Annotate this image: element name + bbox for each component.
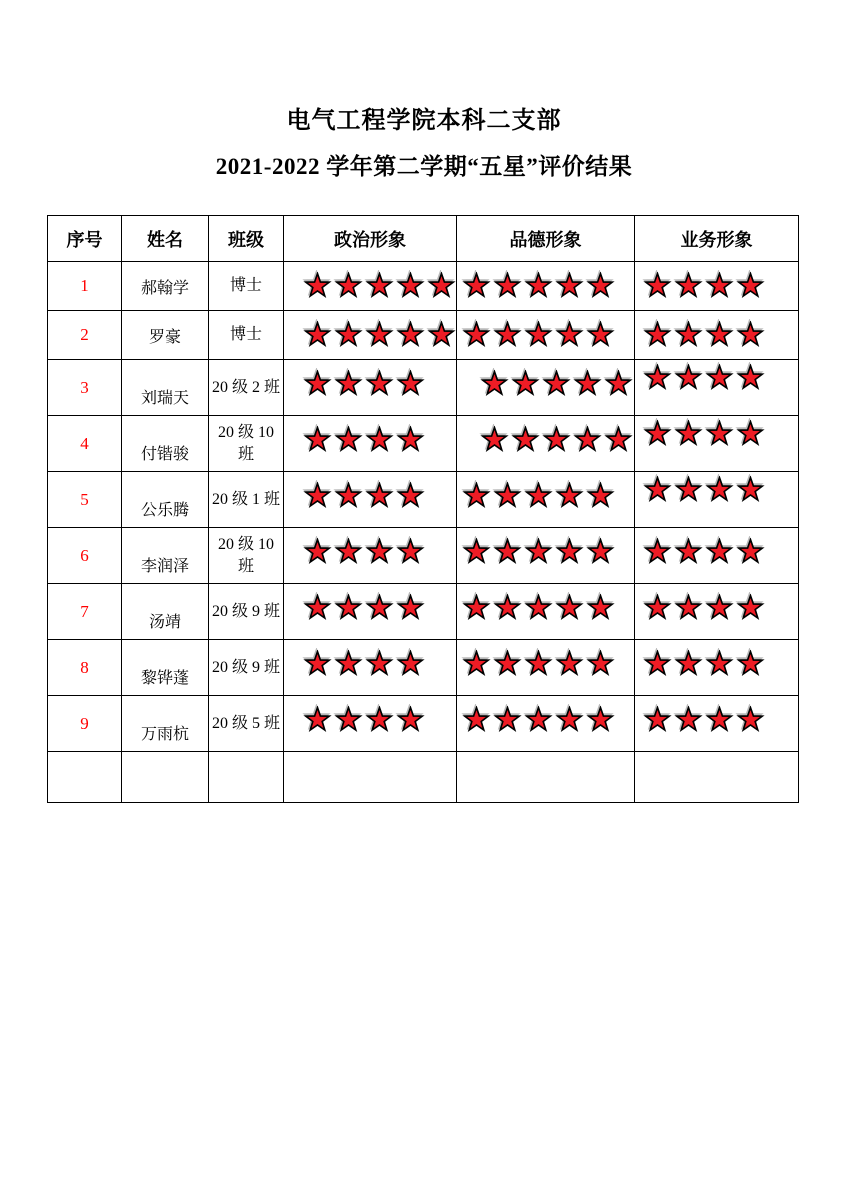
- star-icon: [303, 594, 332, 622]
- star-icon: [365, 650, 394, 678]
- star-icon: [365, 482, 394, 510]
- moral-stars-cell: [457, 584, 635, 640]
- star-icon: [462, 321, 491, 349]
- star-icon: [303, 272, 332, 300]
- star-icon: [524, 272, 553, 300]
- star-icon: [334, 370, 363, 398]
- table-row: [48, 472, 799, 528]
- name-cell: 刘瑞天: [122, 360, 209, 416]
- business-stars-cell: [635, 416, 799, 472]
- table-row: [48, 696, 799, 752]
- title-block: [0, 0, 848, 181]
- class-cell: [209, 752, 284, 803]
- star-icon: [586, 706, 615, 734]
- star-icon: [643, 538, 672, 566]
- moral-stars-cell: [457, 752, 635, 803]
- star-icon: [427, 272, 456, 300]
- star-icon: [462, 272, 491, 300]
- star-icon: [674, 476, 703, 504]
- page-subtitle: 2021-2022 学年第二学期“五星”评价结果: [215, 154, 633, 179]
- star-icon: [396, 482, 425, 510]
- political-stars-cell: [284, 472, 457, 528]
- table-row: [48, 640, 799, 696]
- star-icon: [555, 706, 584, 734]
- moral-stars-cell: [457, 528, 635, 584]
- table-row: [48, 416, 799, 472]
- star-icon: [674, 364, 703, 392]
- star-icon: [604, 426, 633, 454]
- star-icon: [674, 650, 703, 678]
- star-icon: [334, 482, 363, 510]
- star-icon: [303, 706, 332, 734]
- star-icon: [511, 370, 540, 398]
- star-icon: [303, 482, 332, 510]
- star-icon: [524, 538, 553, 566]
- star-icon: [462, 706, 491, 734]
- business-stars-cell: [635, 262, 799, 311]
- star-icon: [705, 538, 734, 566]
- star-icon: [542, 426, 571, 454]
- star-icon: [643, 364, 672, 392]
- table-row: [48, 584, 799, 640]
- star-icon: [586, 482, 615, 510]
- star-icon: [365, 706, 394, 734]
- star-icon: [573, 426, 602, 454]
- star-icon: [555, 482, 584, 510]
- class-cell: 20 级 2 班: [209, 360, 284, 416]
- class-cell: 20 级 9 班: [209, 640, 284, 696]
- moral-stars-cell: [457, 360, 635, 416]
- star-icon: [427, 321, 456, 349]
- star-icon: [396, 538, 425, 566]
- star-icon: [493, 650, 522, 678]
- business-stars-cell: [635, 360, 799, 416]
- star-icon: [396, 370, 425, 398]
- star-icon: [555, 272, 584, 300]
- star-icon: [396, 321, 425, 349]
- star-icon: [493, 538, 522, 566]
- star-icon: [396, 650, 425, 678]
- star-icon: [303, 370, 332, 398]
- star-icon: [705, 364, 734, 392]
- political-stars-cell: [284, 528, 457, 584]
- star-icon: [643, 476, 672, 504]
- class-cell: 20 级 9 班: [209, 584, 284, 640]
- name-cell: 汤靖: [122, 584, 209, 640]
- star-icon: [524, 594, 553, 622]
- star-icon: [705, 272, 734, 300]
- star-icon: [705, 650, 734, 678]
- star-icon: [705, 321, 734, 349]
- star-icon: [674, 272, 703, 300]
- star-icon: [705, 476, 734, 504]
- star-icon: [493, 272, 522, 300]
- serial-cell: 8: [48, 640, 122, 696]
- class-cell: 20 级 10 班: [209, 528, 284, 584]
- star-icon: [462, 538, 491, 566]
- serial-cell: 3: [48, 360, 122, 416]
- star-icon: [736, 272, 765, 300]
- star-icon: [674, 538, 703, 566]
- political-stars-cell: [284, 360, 457, 416]
- header-moral-image: 品德形象: [457, 216, 635, 262]
- star-icon: [555, 538, 584, 566]
- star-icon: [555, 594, 584, 622]
- star-icon: [334, 538, 363, 566]
- star-icon: [334, 594, 363, 622]
- business-stars-cell: [635, 472, 799, 528]
- star-icon: [643, 650, 672, 678]
- star-icon: [396, 272, 425, 300]
- political-stars-cell: [284, 311, 457, 360]
- star-icon: [524, 321, 553, 349]
- serial-cell: 2: [48, 311, 122, 360]
- class-cell: 博士: [209, 262, 284, 311]
- star-icon: [334, 706, 363, 734]
- class-cell: 20 级 5 班: [209, 696, 284, 752]
- star-icon: [303, 650, 332, 678]
- business-stars-cell: [635, 311, 799, 360]
- star-icon: [705, 706, 734, 734]
- star-icon: [493, 706, 522, 734]
- star-icon: [586, 321, 615, 349]
- star-icon: [555, 650, 584, 678]
- star-icon: [480, 370, 509, 398]
- table-row: [48, 528, 799, 584]
- political-stars-cell: [284, 752, 457, 803]
- moral-stars-cell: [457, 416, 635, 472]
- star-icon: [334, 321, 363, 349]
- table-row: [48, 262, 799, 311]
- star-icon: [365, 538, 394, 566]
- star-icon: [736, 538, 765, 566]
- political-stars-cell: [284, 584, 457, 640]
- star-icon: [396, 706, 425, 734]
- business-stars-cell: [635, 640, 799, 696]
- business-stars-cell: [635, 696, 799, 752]
- star-icon: [524, 650, 553, 678]
- name-cell: 郝翰学: [122, 262, 209, 311]
- header-political-image: 政治形象: [284, 216, 457, 262]
- star-icon: [493, 321, 522, 349]
- serial-cell: 6: [48, 528, 122, 584]
- star-icon: [586, 272, 615, 300]
- moral-stars-cell: [457, 696, 635, 752]
- star-icon: [604, 370, 633, 398]
- star-icon: [462, 482, 491, 510]
- table-header-row: [48, 216, 799, 262]
- serial-cell: 7: [48, 584, 122, 640]
- star-icon: [493, 594, 522, 622]
- star-icon: [303, 426, 332, 454]
- moral-stars-cell: [457, 640, 635, 696]
- political-stars-cell: [284, 640, 457, 696]
- star-icon: [303, 538, 332, 566]
- star-icon: [365, 370, 394, 398]
- star-icon: [674, 420, 703, 448]
- name-cell: 万雨杭: [122, 696, 209, 752]
- star-icon: [736, 650, 765, 678]
- header-serial: 序号: [48, 216, 122, 262]
- star-icon: [303, 321, 332, 349]
- star-icon: [736, 364, 765, 392]
- header-class: 班级: [209, 216, 284, 262]
- star-icon: [586, 538, 615, 566]
- star-icon: [643, 706, 672, 734]
- star-icon: [555, 321, 584, 349]
- business-stars-cell: [635, 752, 799, 803]
- header-business-image: 业务形象: [635, 216, 799, 262]
- name-cell: 李润泽: [122, 528, 209, 584]
- name-cell: 付锴骏: [122, 416, 209, 472]
- star-icon: [462, 594, 491, 622]
- serial-cell: [48, 752, 122, 803]
- page-title: 电气工程学院本科二支部: [286, 108, 562, 134]
- serial-cell: 5: [48, 472, 122, 528]
- star-icon: [365, 321, 394, 349]
- class-cell: 博士: [209, 311, 284, 360]
- serial-cell: 9: [48, 696, 122, 752]
- star-icon: [736, 476, 765, 504]
- business-stars-cell: [635, 528, 799, 584]
- name-cell: 罗豪: [122, 311, 209, 360]
- table-row: [48, 311, 799, 360]
- star-icon: [542, 370, 571, 398]
- star-icon: [524, 482, 553, 510]
- star-icon: [365, 272, 394, 300]
- star-icon: [736, 706, 765, 734]
- star-icon: [396, 426, 425, 454]
- star-icon: [511, 426, 540, 454]
- star-icon: [334, 272, 363, 300]
- star-icon: [493, 482, 522, 510]
- table-row: [48, 752, 799, 803]
- star-icon: [462, 650, 491, 678]
- table-row: [48, 360, 799, 416]
- business-stars-cell: [635, 584, 799, 640]
- star-icon: [643, 321, 672, 349]
- class-cell: 20 级 1 班: [209, 472, 284, 528]
- star-icon: [334, 650, 363, 678]
- star-icon: [365, 426, 394, 454]
- star-icon: [643, 594, 672, 622]
- moral-stars-cell: [457, 311, 635, 360]
- star-icon: [674, 321, 703, 349]
- star-icon: [586, 650, 615, 678]
- header-name: 姓名: [122, 216, 209, 262]
- name-cell: [122, 752, 209, 803]
- star-icon: [674, 706, 703, 734]
- moral-stars-cell: [457, 262, 635, 311]
- political-stars-cell: [284, 262, 457, 311]
- star-icon: [736, 420, 765, 448]
- star-icon: [480, 426, 509, 454]
- star-icon: [643, 420, 672, 448]
- evaluation-table: [47, 215, 799, 803]
- star-icon: [396, 594, 425, 622]
- star-icon: [524, 706, 553, 734]
- class-cell: 20 级 10 班: [209, 416, 284, 472]
- political-stars-cell: [284, 696, 457, 752]
- star-icon: [736, 321, 765, 349]
- star-icon: [674, 594, 703, 622]
- serial-cell: 1: [48, 262, 122, 311]
- name-cell: 黎铧蓬: [122, 640, 209, 696]
- star-icon: [643, 272, 672, 300]
- political-stars-cell: [284, 416, 457, 472]
- star-icon: [334, 426, 363, 454]
- star-icon: [365, 594, 394, 622]
- name-cell: 公乐腾: [122, 472, 209, 528]
- star-icon: [573, 370, 602, 398]
- serial-cell: 4: [48, 416, 122, 472]
- star-icon: [586, 594, 615, 622]
- star-icon: [736, 594, 765, 622]
- moral-stars-cell: [457, 472, 635, 528]
- star-icon: [705, 420, 734, 448]
- star-icon: [705, 594, 734, 622]
